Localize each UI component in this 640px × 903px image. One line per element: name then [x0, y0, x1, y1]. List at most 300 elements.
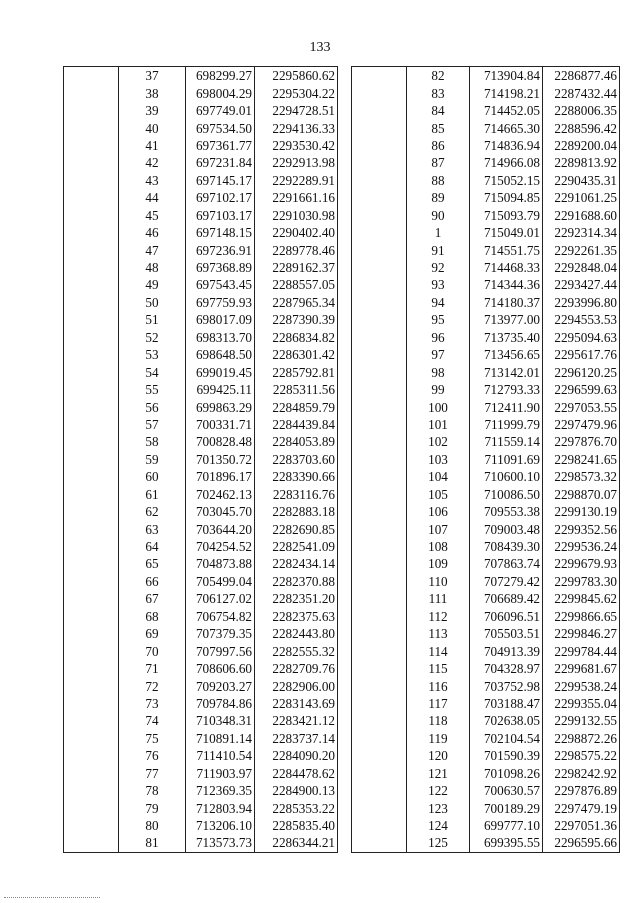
- y-coordinate-cell: 2291661.16: [255, 189, 338, 206]
- blank-cell: [352, 486, 407, 503]
- point-number-cell: 57: [145, 416, 159, 432]
- blank-cell: [64, 503, 119, 520]
- table-row: [352, 782, 620, 799]
- x-coordinate-cell: 712369.35: [186, 782, 255, 799]
- x-coordinate-cell: 706096.51: [470, 608, 543, 625]
- y-coordinate-cell: 2282443.80: [255, 625, 338, 642]
- table-row: [64, 642, 338, 659]
- y-coordinate-cell: 2298870.07: [543, 486, 620, 503]
- point-number-cell: 61: [145, 486, 159, 502]
- table-row: [352, 451, 620, 468]
- blank-cell: [352, 346, 407, 363]
- x-coordinate-cell: 697145.17: [186, 172, 255, 189]
- y-coordinate-cell: 2299679.93: [543, 555, 620, 572]
- table-row: [64, 67, 338, 85]
- point-number-cell: 92: [431, 260, 445, 276]
- table-row: [352, 84, 620, 101]
- x-coordinate-cell: 707863.74: [470, 555, 543, 572]
- y-coordinate-cell: 2299355.04: [543, 695, 620, 712]
- y-coordinate-cell: 2282883.18: [255, 503, 338, 520]
- point-number-cell: 48: [145, 260, 159, 276]
- y-coordinate-cell: 2288006.35: [543, 102, 620, 119]
- blank-cell: [64, 834, 119, 852]
- y-coordinate-cell: 2282541.09: [255, 538, 338, 555]
- y-coordinate-cell: 2285353.22: [255, 799, 338, 816]
- blank-cell: [352, 224, 407, 241]
- x-coordinate-cell: 703644.20: [186, 520, 255, 537]
- x-coordinate-cell: 703045.70: [186, 503, 255, 520]
- point-number-cell: 43: [145, 172, 159, 188]
- table-row: [64, 241, 338, 258]
- x-coordinate-cell: 706754.82: [186, 608, 255, 625]
- table-row: [352, 172, 620, 189]
- x-coordinate-cell: 712411.90: [470, 398, 543, 415]
- point-number-cell: 70: [145, 643, 159, 659]
- x-coordinate-cell: 704913.39: [470, 642, 543, 659]
- blank-cell: [64, 276, 119, 293]
- table-row: [352, 137, 620, 154]
- y-coordinate-cell: 2292913.98: [255, 154, 338, 171]
- x-coordinate-cell: 714665.30: [470, 119, 543, 136]
- y-coordinate-cell: 2298872.26: [543, 730, 620, 747]
- blank-cell: [352, 660, 407, 677]
- x-coordinate-cell: 704873.88: [186, 555, 255, 572]
- table-row: [64, 555, 338, 572]
- blank-cell: [352, 625, 407, 642]
- x-coordinate-cell: 697368.89: [186, 259, 255, 276]
- table-row: [64, 84, 338, 101]
- x-coordinate-cell: 708439.30: [470, 538, 543, 555]
- blank-cell: [64, 67, 119, 85]
- blank-cell: [64, 782, 119, 799]
- coordinate-table-right: [351, 66, 620, 853]
- table-row: [64, 137, 338, 154]
- y-coordinate-cell: 2294136.33: [255, 119, 338, 136]
- table-row: [64, 433, 338, 450]
- y-coordinate-cell: 2282370.88: [255, 573, 338, 590]
- point-number-cell: 111: [428, 591, 448, 607]
- x-coordinate-cell: 706689.42: [470, 590, 543, 607]
- y-coordinate-cell: 2282690.85: [255, 520, 338, 537]
- point-number-cell: 45: [145, 207, 159, 223]
- x-coordinate-cell: 701896.17: [186, 468, 255, 485]
- point-number-cell: 116: [428, 678, 448, 694]
- blank-cell: [64, 590, 119, 607]
- point-number-cell: 97: [431, 347, 445, 363]
- point-number-cell: 83: [431, 85, 445, 101]
- y-coordinate-cell: 2290402.40: [255, 224, 338, 241]
- y-coordinate-cell: 2287965.34: [255, 294, 338, 311]
- x-coordinate-cell: 700331.71: [186, 416, 255, 433]
- table-row: [64, 765, 338, 782]
- blank-cell: [352, 608, 407, 625]
- blank-cell: [352, 363, 407, 380]
- blank-cell: [64, 363, 119, 380]
- y-coordinate-cell: 2282709.76: [255, 660, 338, 677]
- point-number-cell: 65: [145, 556, 159, 572]
- blank-cell: [64, 172, 119, 189]
- table-row: [64, 712, 338, 729]
- blank-cell: [64, 433, 119, 450]
- point-number-cell: 44: [145, 190, 159, 206]
- y-coordinate-cell: 2295304.22: [255, 84, 338, 101]
- y-coordinate-cell: 2298241.65: [543, 451, 620, 468]
- point-number-cell: 94: [431, 294, 445, 310]
- blank-cell: [64, 381, 119, 398]
- table-row: [352, 677, 620, 694]
- x-coordinate-cell: 713142.01: [470, 363, 543, 380]
- blank-cell: [64, 84, 119, 101]
- point-number-cell: 59: [145, 451, 159, 467]
- point-number-cell: 124: [428, 818, 448, 834]
- point-number-cell: 95: [431, 312, 445, 328]
- y-coordinate-cell: 2289162.37: [255, 259, 338, 276]
- x-coordinate-cell: 704328.97: [470, 660, 543, 677]
- x-coordinate-cell: 705499.04: [186, 573, 255, 590]
- y-coordinate-cell: 2283116.76: [255, 486, 338, 503]
- blank-cell: [64, 119, 119, 136]
- point-number-cell: 108: [428, 539, 448, 555]
- x-coordinate-cell: 708606.60: [186, 660, 255, 677]
- point-number-cell: 98: [431, 364, 445, 380]
- x-coordinate-cell: 715093.79: [470, 207, 543, 224]
- table-row: [352, 398, 620, 415]
- y-coordinate-cell: 2297053.55: [543, 398, 620, 415]
- point-number-cell: 100: [428, 399, 448, 415]
- x-coordinate-cell: 697543.45: [186, 276, 255, 293]
- blank-cell: [352, 84, 407, 101]
- coordinate-table-left: [63, 66, 338, 853]
- blank-cell: [64, 520, 119, 537]
- y-coordinate-cell: 2291688.60: [543, 207, 620, 224]
- blank-cell: [64, 608, 119, 625]
- y-coordinate-cell: 2299845.62: [543, 590, 620, 607]
- table-row: [64, 468, 338, 485]
- point-number-cell: 81: [119, 834, 186, 852]
- blank-cell: [352, 730, 407, 747]
- table-row: [352, 241, 620, 258]
- x-coordinate-cell: 700630.57: [470, 782, 543, 799]
- y-coordinate-cell: 2285311.56: [255, 381, 338, 398]
- point-number-cell: 107: [428, 521, 448, 537]
- point-number-cell: 72: [145, 678, 159, 694]
- point-number-cell: 104: [428, 469, 448, 485]
- blank-cell: [64, 538, 119, 555]
- blank-cell: [64, 765, 119, 782]
- point-number-cell: 54: [145, 364, 159, 380]
- table-row: [352, 207, 620, 224]
- x-coordinate-cell: 713904.84: [470, 67, 543, 85]
- blank-cell: [64, 747, 119, 764]
- x-coordinate-cell: 697103.17: [186, 207, 255, 224]
- blank-cell: [352, 119, 407, 136]
- x-coordinate-cell: 699777.10: [470, 817, 543, 834]
- y-coordinate-cell: 2289200.04: [543, 137, 620, 154]
- x-coordinate-cell: 702104.54: [470, 730, 543, 747]
- table-row: [64, 486, 338, 503]
- point-number-cell: 71: [145, 661, 159, 677]
- blank-cell: [64, 102, 119, 119]
- y-coordinate-cell: 2293996.80: [543, 294, 620, 311]
- table-row: [352, 311, 620, 328]
- table-row: [352, 189, 620, 206]
- x-coordinate-cell: 713456.65: [470, 346, 543, 363]
- point-number-cell: 79: [145, 800, 159, 816]
- coordinate-table-right-body: [352, 67, 620, 853]
- blank-cell: [352, 398, 407, 415]
- blank-cell: [64, 398, 119, 415]
- y-coordinate-cell: 2285835.40: [255, 817, 338, 834]
- point-number-cell: 123: [428, 800, 448, 816]
- x-coordinate-cell: 705503.51: [470, 625, 543, 642]
- y-coordinate-cell: 2297479.96: [543, 416, 620, 433]
- y-coordinate-cell: 2283703.60: [255, 451, 338, 468]
- table-row: [352, 224, 620, 241]
- point-number-cell: 58: [145, 434, 159, 450]
- table-row: [64, 677, 338, 694]
- y-coordinate-cell: 2284053.89: [255, 433, 338, 450]
- x-coordinate-cell: 711091.69: [470, 451, 543, 468]
- table-row: [64, 573, 338, 590]
- point-number-cell: 106: [428, 504, 448, 520]
- blank-cell: [352, 503, 407, 520]
- x-coordinate-cell: 698313.70: [186, 329, 255, 346]
- point-number-cell: 1: [434, 225, 442, 241]
- table-row: [64, 590, 338, 607]
- x-coordinate-cell: 701590.39: [470, 747, 543, 764]
- y-coordinate-cell: 2284900.13: [255, 782, 338, 799]
- blank-cell: [352, 294, 407, 311]
- blank-cell: [64, 189, 119, 206]
- y-coordinate-cell: 2297479.19: [543, 799, 620, 816]
- point-number-cell: 99: [431, 382, 445, 398]
- x-coordinate-cell: 711559.14: [470, 433, 543, 450]
- point-number-cell: 47: [145, 242, 159, 258]
- table-row: [352, 329, 620, 346]
- blank-cell: [64, 573, 119, 590]
- x-coordinate-cell: 697759.93: [186, 294, 255, 311]
- x-coordinate-cell: 714452.05: [470, 102, 543, 119]
- x-coordinate-cell: 713206.10: [186, 817, 255, 834]
- table-row: [64, 207, 338, 224]
- table-row: [64, 276, 338, 293]
- x-coordinate-cell: 707279.42: [470, 573, 543, 590]
- y-coordinate-cell: 2286301.42: [255, 346, 338, 363]
- table-row: [352, 433, 620, 450]
- point-number-cell: 62: [145, 504, 159, 520]
- table-row: [64, 329, 338, 346]
- y-coordinate-cell: 2283390.66: [255, 468, 338, 485]
- table-row: [352, 346, 620, 363]
- y-coordinate-cell: 2297051.36: [543, 817, 620, 834]
- x-coordinate-cell: 697749.01: [186, 102, 255, 119]
- point-number-cell: 67: [145, 591, 159, 607]
- point-number-cell: 75: [145, 730, 159, 746]
- table-row: [64, 119, 338, 136]
- table-row: [64, 381, 338, 398]
- point-number-cell: 88: [431, 172, 445, 188]
- point-number-cell: 114: [428, 643, 448, 659]
- y-coordinate-cell: 2299130.19: [543, 503, 620, 520]
- table-row: [352, 294, 620, 311]
- point-number-cell: 109: [428, 556, 448, 572]
- point-number-cell: 53: [145, 347, 159, 363]
- blank-cell: [64, 154, 119, 171]
- point-number-cell: 89: [431, 190, 445, 206]
- table-row: [64, 782, 338, 799]
- y-coordinate-cell: 2282906.00: [255, 677, 338, 694]
- y-coordinate-cell: 2296599.63: [543, 381, 620, 398]
- blank-cell: [64, 259, 119, 276]
- point-number-cell: 46: [145, 225, 159, 241]
- y-coordinate-cell: 2286344.21: [255, 834, 338, 852]
- blank-cell: [352, 538, 407, 555]
- blank-cell: [64, 799, 119, 816]
- x-coordinate-cell: 712803.94: [186, 799, 255, 816]
- table-row: [352, 608, 620, 625]
- point-number-cell: 56: [145, 399, 159, 415]
- y-coordinate-cell: 2298575.22: [543, 747, 620, 764]
- point-number-cell: 115: [428, 661, 448, 677]
- x-coordinate-cell: 701350.72: [186, 451, 255, 468]
- table-row: [64, 538, 338, 555]
- x-coordinate-cell: 707379.35: [186, 625, 255, 642]
- page-number: 133: [309, 40, 331, 55]
- x-coordinate-cell: 714180.37: [470, 294, 543, 311]
- blank-cell: [352, 817, 407, 834]
- point-number-cell: 74: [145, 713, 159, 729]
- y-coordinate-cell: 2299536.24: [543, 538, 620, 555]
- y-coordinate-cell: 2286834.82: [255, 329, 338, 346]
- x-coordinate-cell: 699019.45: [186, 363, 255, 380]
- x-coordinate-cell: 715049.01: [470, 224, 543, 241]
- table-row: [352, 520, 620, 537]
- y-coordinate-cell: 2298573.32: [543, 468, 620, 485]
- point-number-cell: 80: [145, 818, 159, 834]
- x-coordinate-cell: 699863.29: [186, 398, 255, 415]
- point-number-cell: 118: [428, 713, 448, 729]
- y-coordinate-cell: 2295860.62: [255, 67, 338, 85]
- x-coordinate-cell: 698299.27: [186, 67, 255, 85]
- x-coordinate-cell: 715094.85: [470, 189, 543, 206]
- point-number-cell: 105: [428, 486, 448, 502]
- y-coordinate-cell: 2293530.42: [255, 137, 338, 154]
- x-coordinate-cell: 714836.94: [470, 137, 543, 154]
- y-coordinate-cell: 2294728.51: [255, 102, 338, 119]
- blank-cell: [352, 154, 407, 171]
- blank-cell: [352, 416, 407, 433]
- table-row: [64, 520, 338, 537]
- table-row: [64, 834, 338, 852]
- blank-cell: [64, 137, 119, 154]
- y-coordinate-cell: 2297876.89: [543, 782, 620, 799]
- y-coordinate-cell: 2285792.81: [255, 363, 338, 380]
- x-coordinate-cell: 697231.84: [186, 154, 255, 171]
- table-row: [352, 642, 620, 659]
- x-coordinate-cell: 714344.36: [470, 276, 543, 293]
- y-coordinate-cell: 2289813.92: [543, 154, 620, 171]
- point-number-cell: 91: [431, 242, 445, 258]
- y-coordinate-cell: 2288596.42: [543, 119, 620, 136]
- point-number-cell: 82: [407, 67, 470, 85]
- point-number-cell: 60: [145, 469, 159, 485]
- table-row: [64, 224, 338, 241]
- table-row: [352, 834, 620, 852]
- point-number-cell: 87: [431, 155, 445, 171]
- y-coordinate-cell: 2290435.31: [543, 172, 620, 189]
- table-row: [352, 747, 620, 764]
- blank-cell: [352, 782, 407, 799]
- y-coordinate-cell: 2295094.63: [543, 329, 620, 346]
- table-row: [64, 799, 338, 816]
- y-coordinate-cell: 2287390.39: [255, 311, 338, 328]
- y-coordinate-cell: 2299538.24: [543, 677, 620, 694]
- x-coordinate-cell: 697534.50: [186, 119, 255, 136]
- blank-cell: [352, 712, 407, 729]
- point-number-cell: 112: [428, 608, 448, 624]
- x-coordinate-cell: 713735.40: [470, 329, 543, 346]
- x-coordinate-cell: 697361.77: [186, 137, 255, 154]
- x-coordinate-cell: 702462.13: [186, 486, 255, 503]
- blank-cell: [352, 799, 407, 816]
- table-row: [64, 311, 338, 328]
- blank-cell: [352, 311, 407, 328]
- y-coordinate-cell: 2288557.05: [255, 276, 338, 293]
- x-coordinate-cell: 709553.38: [470, 503, 543, 520]
- point-number-cell: 119: [428, 730, 448, 746]
- table-row: [64, 817, 338, 834]
- y-coordinate-cell: 2283421.12: [255, 712, 338, 729]
- x-coordinate-cell: 701098.26: [470, 765, 543, 782]
- x-coordinate-cell: 714198.21: [470, 84, 543, 101]
- y-coordinate-cell: 2284859.79: [255, 398, 338, 415]
- blank-cell: [352, 520, 407, 537]
- x-coordinate-cell: 710348.31: [186, 712, 255, 729]
- blank-cell: [352, 573, 407, 590]
- x-coordinate-cell: 709784.86: [186, 695, 255, 712]
- point-number-cell: 63: [145, 521, 159, 537]
- blank-cell: [64, 486, 119, 503]
- blank-cell: [352, 137, 407, 154]
- table-row: [352, 363, 620, 380]
- point-number-cell: 66: [145, 573, 159, 589]
- y-coordinate-cell: 2292848.04: [543, 259, 620, 276]
- blank-cell: [352, 642, 407, 659]
- bottom-edge-mark: [4, 897, 100, 898]
- y-coordinate-cell: 2299784.44: [543, 642, 620, 659]
- point-number-cell: 76: [145, 748, 159, 764]
- table-row: [64, 189, 338, 206]
- point-number-cell: 85: [431, 120, 445, 136]
- blank-cell: [64, 642, 119, 659]
- table-row: [64, 660, 338, 677]
- point-number-cell: 125: [407, 834, 470, 852]
- point-number-cell: 96: [431, 329, 445, 345]
- blank-cell: [352, 747, 407, 764]
- table-row: [352, 660, 620, 677]
- blank-cell: [64, 241, 119, 258]
- x-coordinate-cell: 709003.48: [470, 520, 543, 537]
- point-number-cell: 86: [431, 137, 445, 153]
- table-row: [352, 817, 620, 834]
- table-row: [64, 294, 338, 311]
- table-row: [352, 625, 620, 642]
- table-row: [352, 730, 620, 747]
- point-number-cell: 90: [431, 207, 445, 223]
- point-number-cell: 103: [428, 451, 448, 467]
- table-row: [352, 799, 620, 816]
- point-number-cell: 78: [145, 783, 159, 799]
